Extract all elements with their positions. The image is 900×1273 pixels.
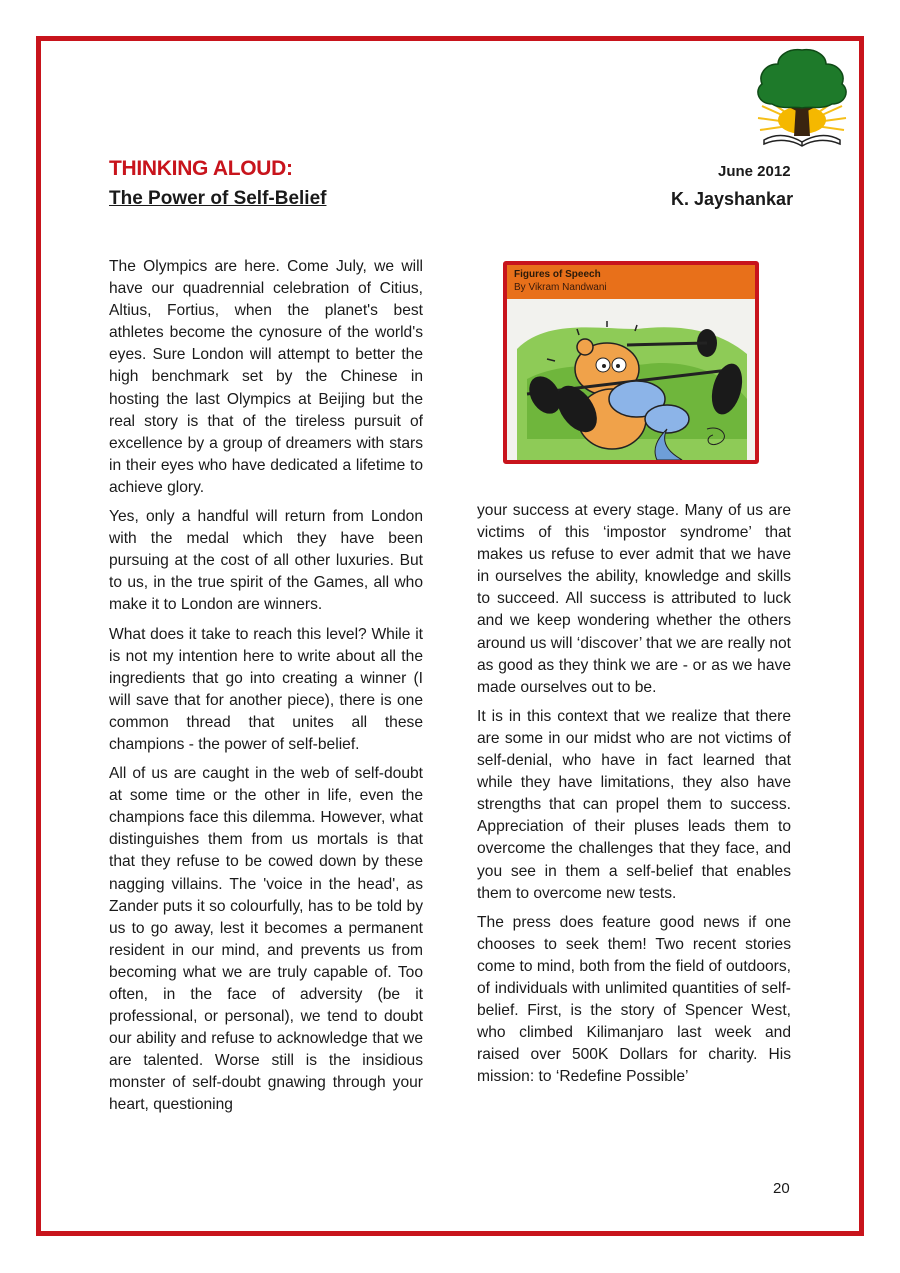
- paragraph: your success at every stage. Many of us are victims of this ‘impostor syndrome’ that makes us refuse to ever admit that we have in ourselves the ability, knowledge and skills to succeed. All success is attributed to luck and we keep wondering whether the others around us will ‘discover’ that we are really not as good as they think we are - or as we have made ourselves out to be.: [477, 502, 791, 696]
- cartoon-byline: By Vikram Nandwani: [514, 282, 607, 293]
- issue-date: June 2012: [718, 163, 791, 180]
- paragraph: The Olympics are here. Come July, we will have our quadrennial celebration of Citius, Altius, Fortius, when the planet's best athletes become the cynosure of the world's eyes. Sure London will attempt to better the high benchmark set by the Chinese in hosting the last Olympics at Beijing but the real story is that of the tireless pursuit of excellence by a group of dreamers with stars in their eyes who have dedicated a lifetime to achieve glory.: [109, 258, 423, 496]
- paragraph: It is in this context that we realize that there are some in our midst who are not victims of self-denial, who have in fact learned that while they have limitations, they also have strengths that can propel them to success. Appreciation of their pluses leads them to overcome the challenges that they face, and you see in them a self-belief that enables them to overcome new tests.: [477, 707, 791, 902]
- article-author: K. Jayshankar: [671, 189, 794, 209]
- article-title: The Power of Self-Belief: [109, 188, 327, 209]
- paragraph: The press does feature good news if one chooses to seek them! Two recent stories come to mind, both from the field of outdoors, of individuals with unlimited quantities of self-belief. First, is the story of Spencer West, who climbed Kilimanjaro last week and raised over 500K Dollars for charity. His mission: to ‘Redefine Possible’: [477, 913, 791, 1086]
- cartoon-illustration: [503, 261, 759, 464]
- tree-book-logo-icon: [748, 44, 856, 152]
- section-kicker: THINKING ALOUD:: [109, 157, 293, 180]
- cartoon-header: [507, 265, 755, 299]
- cartoon-weightlifting-cat-image: [507, 299, 755, 460]
- article-left-column: [109, 256, 423, 1124]
- page-number: 20: [773, 1180, 790, 1197]
- paragraph: All of us are caught in the web of self-doubt at some time or the other in life, even the champions face this dilemma. However, what distinguishes them from us mortals is that that they refuse to be cowed down by these nagging villains. The 'voice in the head', as Zander puts it so colourfully, has to be told by us to go away, lest it becomes a permanent resident in our mind, and prevents us from becoming what we are truly capable of. Too often, in the face of adversity (be it professional, or personal), we tend to doubt our ability and refuse to acknowledge that we are talented. Worse still is the insidious monster of self-doubt gnawing through your heart, questioning: [109, 765, 423, 1114]
- article-right-column: [477, 500, 791, 1095]
- paragraph: What does it take to reach this level? While it is not my intention here to write about all the ingredients that go into creating a winner (I will save that for another piece), there is one common thread that unites all these champions - the power of self-belief.: [109, 625, 423, 753]
- cartoon-title: Figures of Speech: [514, 269, 601, 280]
- paragraph: Yes, only a handful will return from London with the medal which they have been pursuing at the cost of all other luxuries. But to us, in the true spirit of the Games, all who make it to London are winners.: [109, 508, 423, 614]
